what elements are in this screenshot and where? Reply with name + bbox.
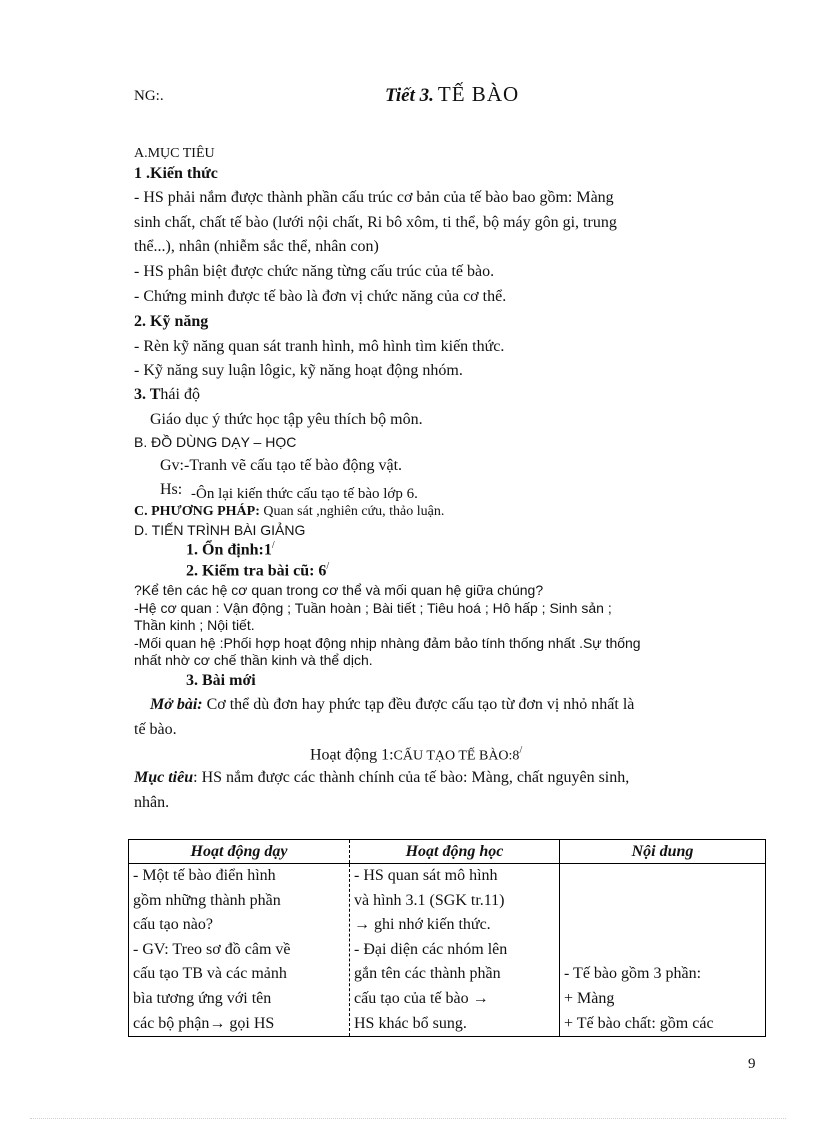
kien-thuc-title: 1 .Kiến thức [134, 165, 218, 182]
answer-line: Thần kinh ; Nội tiết. [134, 617, 255, 633]
teacher-activity-cell: - Một tế bào điển hình gồm những thành phần cấu tạo nào? - GV: Treo sơ đồ câm về cấu tạo TB và các mảnh bìa tương ứng với tên các bộ phận→ gọi HS [129, 864, 350, 1037]
lesson-title: TẾ BÀO [437, 82, 520, 106]
step-on-dinh: 1. Ổn định:1/ [186, 540, 275, 559]
answer-line: -Mối quan hệ :Phối hợp hoạt động nhịp nhàng đảm bảo tính thống nhất .Sự thống [134, 635, 641, 651]
kien-thuc-line: - Chứng minh được tế bào là đơn vị chức năng của cơ thể. [134, 288, 507, 305]
activity-heading: Hoạt động 1:CẤU TẠO TẾ BÀO:8/ [310, 745, 523, 764]
ng-label: NG:. [134, 88, 164, 104]
muc-tieu-line: Mục tiêu: HS nắm được các thành chính của tế bào: Màng, chất nguyên sinh, [134, 769, 630, 786]
hs-label: Hs: [160, 481, 183, 498]
activity-table [128, 839, 766, 1037]
step-kiem-tra: 2. Kiểm tra bài cũ: 6/ [186, 561, 330, 580]
kien-thuc-line: - HS phân biệt được chức năng từng cấu trúc của tế bào. [134, 263, 495, 280]
page-title [385, 82, 519, 107]
table-row [129, 864, 766, 1037]
table-header: Hoạt động học [350, 840, 560, 864]
page-bottom-divider [30, 1118, 786, 1119]
mo-bai-line: Mở bài: Cơ thể dù đơn hay phức tạp đều được cấu tạo từ đơn vị nhỏ nhất là [150, 696, 635, 713]
table-header: Hoạt động dạy [129, 840, 350, 864]
lesson-number: Tiết 3. [385, 85, 434, 106]
thai-do-line: Giáo dục ý thức học tập yêu thích bộ môn. [150, 411, 423, 428]
thai-do-title: 3. Thái độ [134, 386, 200, 403]
kien-thuc-line: - HS phải nắm được thành phần cấu trúc cơ bản của tế bào bao gồm: Màng [134, 189, 614, 206]
kien-thuc-line: sinh chất, chất tế bào (lưới nội chất, Ri bô xôm, ti thể, bộ máy gôn gi, trung [134, 214, 617, 231]
mo-bai-line: tế bào. [134, 721, 177, 738]
content-cell: - Tế bào gồm 3 phần: + Màng + Tế bào chất: gồm các [564, 965, 714, 1032]
answer-line: -Hệ cơ quan : Vận động ; Tuần hoàn ; Bài tiết ; Tiêu hoá ; Hô hấp ; Sinh sản ; [134, 600, 612, 616]
section-d-heading: D. TIẾN TRÌNH BÀI GIẢNG [134, 522, 306, 538]
page-number: 9 [748, 1056, 756, 1072]
section-b-heading: B. ĐỒ DÙNG DẠY – HỌC [134, 434, 297, 450]
muc-tieu-line: nhân. [134, 794, 170, 811]
table-header-row [129, 840, 766, 864]
ky-nang-line: - Rèn kỹ năng quan sát tranh hình, mô hình tìm kiến thức. [134, 338, 505, 355]
gv-line: Gv:-Tranh vẽ cấu tạo tế bào động vật. [160, 457, 403, 474]
ky-nang-title: 2. Kỹ năng [134, 313, 209, 330]
student-activity-cell: - HS quan sát mô hình và hình 3.1 (SGK tr.11) → ghi nhớ kiến thức. - Đại diện các nhóm lên gắn tên các thành phần cấu tạo của tế bào → HS khác bổ sung. [350, 864, 560, 1037]
section-a-heading: A.MỤC TIÊU [134, 146, 215, 161]
section-c: C. PHƯƠNG PHÁP: Quan sát ,nghiên cứu, thảo luận. [134, 504, 445, 519]
answer-line: nhất nhờ cơ chế thần kinh và thể dịch. [134, 652, 373, 668]
step-bai-moi: 3. Bài mới [186, 672, 256, 689]
table-header: Nội dung [560, 840, 766, 864]
hs-line: -Ôn lại kiến thức cấu tạo tế bào lớp 6. [191, 486, 418, 502]
kien-thuc-line: thể...), nhân (nhiễm sắc thể, nhân con) [134, 238, 379, 255]
ky-nang-line: - Kỹ năng suy luận lôgic, kỹ năng hoạt động nhóm. [134, 362, 463, 379]
question-line: ?Kể tên các hệ cơ quan trong cơ thể và mối quan hệ giữa chúng? [134, 582, 544, 598]
